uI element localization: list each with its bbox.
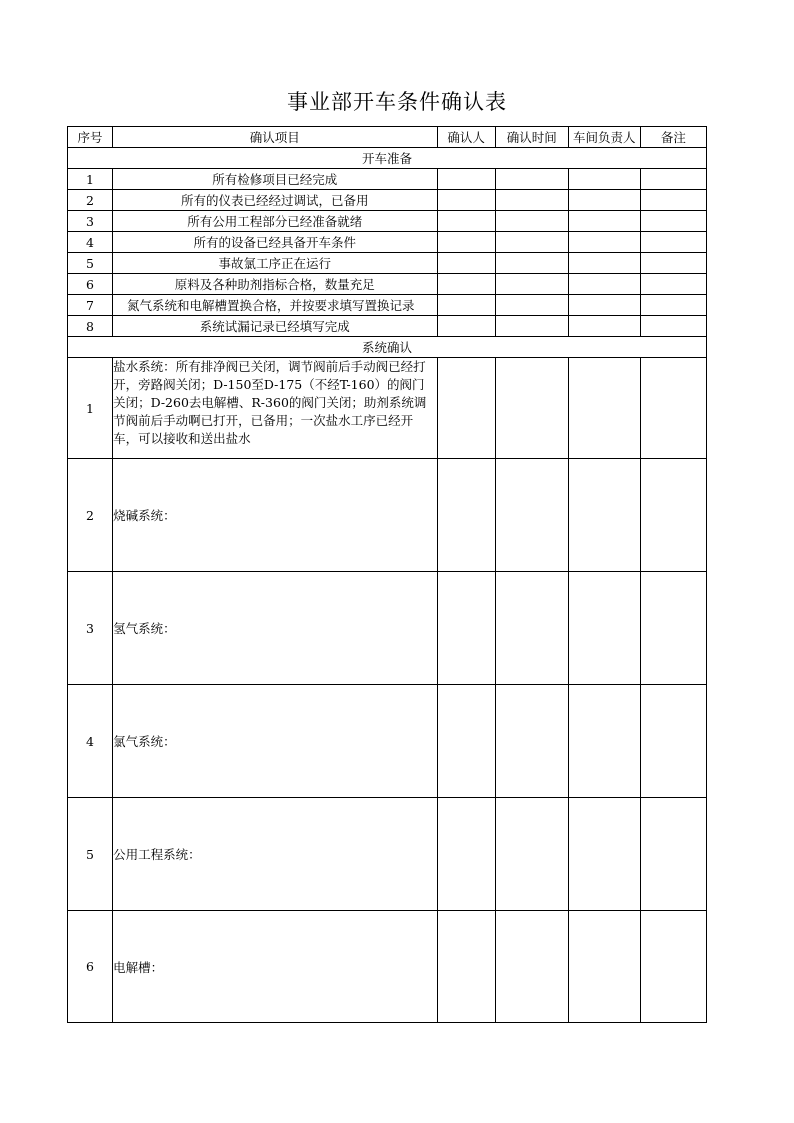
confirmer-cell[interactable] (437, 358, 495, 459)
remark-cell[interactable] (640, 459, 706, 572)
remark-cell[interactable] (640, 911, 706, 1023)
remark-cell[interactable] (640, 316, 706, 337)
manager-cell[interactable] (568, 316, 640, 337)
confirmer-cell[interactable] (437, 295, 495, 316)
remark-cell[interactable] (640, 572, 706, 685)
row-no: 2 (68, 190, 113, 211)
time-cell[interactable] (495, 572, 568, 685)
table-row (68, 211, 707, 232)
row-no: 7 (68, 295, 113, 316)
manager-cell[interactable] (568, 685, 640, 798)
row-item: 烧碱系统： (113, 459, 438, 572)
manager-cell[interactable] (568, 295, 640, 316)
remark-cell[interactable] (640, 358, 706, 459)
row-item: 氢气系统： (113, 572, 438, 685)
manager-cell[interactable] (568, 274, 640, 295)
remark-cell[interactable] (640, 169, 706, 190)
remark-cell[interactable] (640, 211, 706, 232)
row-item: 原料及各种助剂指标合格，数量充足 (113, 274, 438, 295)
time-cell[interactable] (495, 911, 568, 1023)
header-confirmer: 确认人 (437, 127, 495, 148)
time-cell[interactable] (495, 316, 568, 337)
time-cell[interactable] (495, 274, 568, 295)
confirmer-cell[interactable] (437, 190, 495, 211)
row-item: 电解槽： (113, 911, 438, 1023)
time-cell[interactable] (495, 295, 568, 316)
row-item: 盐水系统：所有排净阀已关闭，调节阀前后手动阀已经打开，旁路阀关闭；D-150至D-175（不经T-160）的阀门关闭；D-260去电解槽、R-360的阀门关闭；助剂系统调节阀前后手动啊已打开，已备用；一次盐水工序已经开车，可以接收和送出盐水 (113, 359, 427, 446)
row-item: 所有的仪表已经经过调试，已备用 (113, 190, 438, 211)
manager-cell[interactable] (568, 169, 640, 190)
confirmer-cell[interactable] (437, 572, 495, 685)
confirmer-cell[interactable] (437, 685, 495, 798)
confirmer-cell[interactable] (437, 798, 495, 911)
table-row (68, 190, 707, 211)
row-no: 1 (68, 169, 113, 190)
row-item: 事故氯工序正在运行 (113, 253, 438, 274)
manager-cell[interactable] (568, 211, 640, 232)
confirmer-cell[interactable] (437, 274, 495, 295)
row-no: 8 (68, 316, 113, 337)
row-item: 氯气系统： (113, 685, 438, 798)
row-no: 6 (68, 911, 113, 1023)
confirmer-cell[interactable] (437, 911, 495, 1023)
remark-cell[interactable] (640, 253, 706, 274)
time-cell[interactable] (495, 169, 568, 190)
time-cell[interactable] (495, 459, 568, 572)
table-row (68, 316, 707, 337)
time-cell[interactable] (495, 358, 568, 459)
time-cell[interactable] (495, 685, 568, 798)
confirmer-cell[interactable] (437, 169, 495, 190)
row-item-cell (113, 358, 438, 459)
table-row (68, 358, 707, 459)
remark-cell[interactable] (640, 232, 706, 253)
time-cell[interactable] (495, 798, 568, 911)
confirmer-cell[interactable] (437, 232, 495, 253)
time-cell[interactable] (495, 190, 568, 211)
section-header-row (68, 337, 707, 358)
confirmer-cell[interactable] (437, 316, 495, 337)
manager-cell[interactable] (568, 798, 640, 911)
manager-cell[interactable] (568, 253, 640, 274)
remark-cell[interactable] (640, 685, 706, 798)
header-remark: 备注 (640, 127, 706, 148)
remark-cell[interactable] (640, 274, 706, 295)
manager-cell[interactable] (568, 358, 640, 459)
row-item: 所有检修项目已经完成 (113, 169, 438, 190)
manager-cell[interactable] (568, 911, 640, 1023)
row-item: 所有的设备已经具备开车条件 (113, 232, 438, 253)
section-header-row (68, 148, 707, 169)
row-no: 3 (68, 572, 113, 685)
confirmation-table (67, 126, 707, 1023)
form-title: 事业部开车条件确认表 (287, 90, 507, 114)
row-item: 氮气系统和电解槽置换合格，并按要求填写置换记录 (113, 295, 438, 316)
row-no: 6 (68, 274, 113, 295)
table-row (68, 911, 707, 1023)
row-no: 1 (68, 358, 113, 459)
row-no: 5 (68, 253, 113, 274)
row-item: 所有公用工程部分已经准备就绪 (113, 211, 438, 232)
table-row (68, 253, 707, 274)
confirmer-cell[interactable] (437, 211, 495, 232)
row-item: 公用工程系统： (113, 798, 438, 911)
table-row (68, 295, 707, 316)
manager-cell[interactable] (568, 572, 640, 685)
manager-cell[interactable] (568, 190, 640, 211)
remark-cell[interactable] (640, 295, 706, 316)
manager-cell[interactable] (568, 459, 640, 572)
table-row (68, 685, 707, 798)
row-no: 2 (68, 459, 113, 572)
confirmer-cell[interactable] (437, 253, 495, 274)
time-cell[interactable] (495, 232, 568, 253)
section-title-system-check: 系统确认 (68, 337, 707, 358)
header-row (68, 127, 707, 148)
row-item: 系统试漏记录已经填写完成 (113, 316, 438, 337)
section-title-start-prep: 开车准备 (68, 148, 707, 169)
table-row (68, 274, 707, 295)
remark-cell[interactable] (640, 190, 706, 211)
header-time: 确认时间 (495, 127, 568, 148)
header-no: 序号 (68, 127, 113, 148)
time-cell[interactable] (495, 211, 568, 232)
row-no: 4 (68, 232, 113, 253)
header-manager: 车间负责人 (568, 127, 640, 148)
remark-cell[interactable] (640, 798, 706, 911)
manager-cell[interactable] (568, 232, 640, 253)
row-no: 5 (68, 798, 113, 911)
table-row (68, 798, 707, 911)
table-row (68, 459, 707, 572)
table-row (68, 169, 707, 190)
table-row (68, 572, 707, 685)
row-no: 3 (68, 211, 113, 232)
time-cell[interactable] (495, 253, 568, 274)
table-row (68, 232, 707, 253)
row-no: 4 (68, 685, 113, 798)
header-item: 确认项目 (113, 127, 438, 148)
confirmer-cell[interactable] (437, 459, 495, 572)
